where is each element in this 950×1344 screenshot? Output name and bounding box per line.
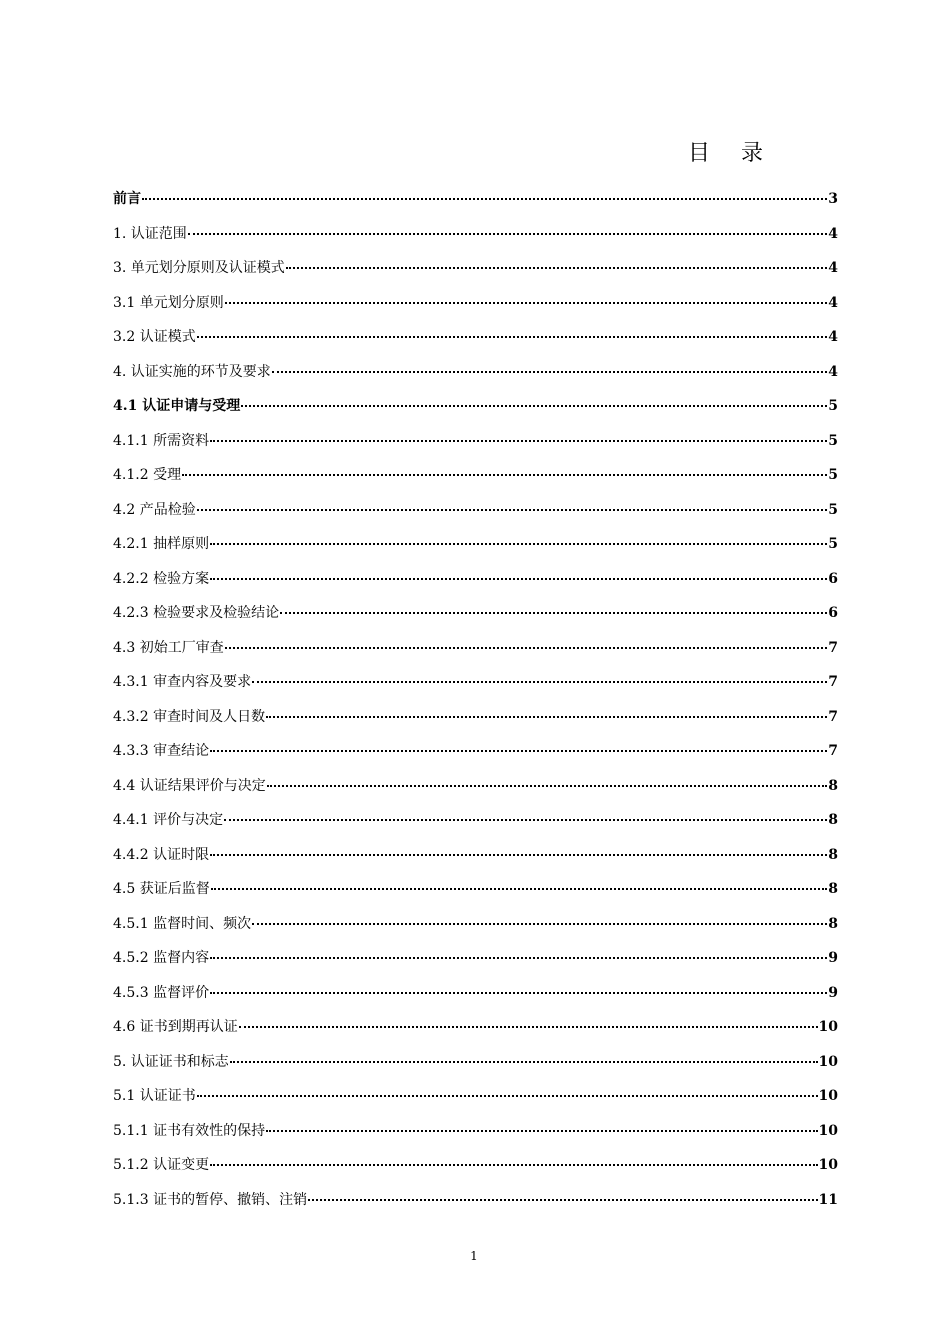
toc-entry-label: 5.1 认证证书 (113, 1088, 196, 1104)
dot-leader (210, 750, 827, 752)
table-of-contents (113, 188, 838, 1223)
toc-title: 目 录 (688, 141, 775, 166)
toc-entry-label: 4.3.3 审查结论 (113, 743, 210, 759)
toc-entry[interactable] (113, 568, 838, 603)
toc-entry[interactable] (113, 499, 838, 534)
toc-entry-page: 11 (818, 1191, 838, 1208)
toc-entry-label: 4.5.2 监督内容 (113, 950, 210, 966)
toc-entry-page: 8 (828, 777, 838, 794)
toc-entry-label: 3.2 认证模式 (113, 329, 196, 345)
toc-entry-label: 5.1.3 证书的暂停、撤销、注销 (113, 1191, 308, 1208)
toc-entry[interactable] (113, 844, 838, 879)
toc-entry-page: 10 (818, 1019, 838, 1035)
dot-leader (266, 1130, 817, 1132)
toc-entry-label: 3.1 单元划分原则 (113, 294, 224, 311)
page-number: 1 (470, 1249, 478, 1263)
toc-entry[interactable] (113, 1120, 838, 1155)
toc-entry-label: 4.3.1 审查内容及要求 (113, 674, 252, 690)
toc-entry-page: 10 (818, 1053, 838, 1070)
toc-entry[interactable] (113, 602, 838, 637)
toc-entry[interactable] (113, 1016, 838, 1051)
dot-leader (286, 267, 827, 269)
toc-entry-label: 4.5.1 监督时间、频次 (113, 915, 252, 932)
toc-entry-page: 8 (828, 812, 838, 828)
toc-entry-page: 6 (828, 605, 838, 621)
toc-entry-page: 4 (828, 294, 838, 311)
toc-entry-label: 4.1.1 所需资料 (113, 432, 210, 449)
dot-leader (210, 578, 827, 580)
dot-leader (230, 1061, 818, 1063)
toc-entry-label: 4.1 认证申请与受理 (113, 398, 241, 414)
dot-leader (210, 957, 827, 959)
toc-entry-page: 7 (828, 743, 838, 759)
dot-leader (197, 509, 828, 511)
toc-entry-label: 前言 (113, 191, 141, 207)
toc-entry[interactable] (113, 257, 838, 292)
dot-leader (241, 405, 827, 407)
toc-entry[interactable] (113, 706, 838, 741)
toc-entry[interactable] (113, 775, 838, 810)
dot-leader (308, 1199, 817, 1201)
dot-leader (182, 474, 827, 476)
toc-entry[interactable] (113, 1189, 838, 1224)
toc-entry-page: 3 (828, 191, 838, 207)
dot-leader (266, 716, 827, 718)
dot-leader (272, 371, 827, 373)
dot-leader (239, 1026, 818, 1028)
toc-entry[interactable] (113, 395, 838, 430)
toc-entry-label: 1. 认证范围 (113, 225, 187, 242)
toc-entry-label: 4.3.2 审查时间及人日数 (113, 708, 266, 725)
dot-leader (197, 1095, 818, 1097)
toc-entry-page: 4 (828, 225, 838, 242)
toc-entry-page: 5 (828, 536, 838, 552)
toc-entry-page: 5 (828, 398, 838, 414)
dot-leader (210, 440, 827, 442)
toc-entry-page: 7 (828, 674, 838, 690)
toc-entry-label: 4.2 产品检验 (113, 501, 196, 518)
toc-entry-page: 10 (818, 1088, 838, 1104)
toc-entry-page: 10 (818, 1122, 838, 1139)
dot-leader (267, 785, 828, 787)
toc-entry[interactable] (113, 361, 838, 396)
toc-entry-label: 4.4.2 认证时限 (113, 846, 210, 863)
toc-entry-page: 8 (828, 881, 838, 897)
toc-entry-page: 8 (828, 846, 838, 863)
toc-entry-label: 5. 认证证书和标志 (113, 1053, 229, 1070)
toc-entry-page: 5 (828, 432, 838, 449)
toc-entry[interactable] (113, 430, 838, 465)
toc-entry[interactable] (113, 188, 838, 223)
toc-entry-label: 5.1.2 认证变更 (113, 1157, 210, 1173)
toc-entry[interactable] (113, 740, 838, 775)
toc-entry-label: 4.6 证书到期再认证 (113, 1019, 238, 1035)
toc-entry[interactable] (113, 464, 838, 499)
toc-entry[interactable] (113, 533, 838, 568)
toc-entry-label: 4.5.3 监督评价 (113, 984, 210, 1001)
toc-entry[interactable] (113, 1085, 838, 1120)
toc-entry[interactable] (113, 878, 838, 913)
toc-entry[interactable] (113, 326, 838, 361)
dot-leader (188, 233, 827, 235)
toc-entry[interactable] (113, 671, 838, 706)
toc-entry-label: 4.4.1 评价与决定 (113, 812, 224, 828)
toc-entry-label: 4.2.3 检验要求及检验结论 (113, 605, 280, 621)
dot-leader (224, 819, 827, 821)
toc-entry-label: 4.4 认证结果评价与决定 (113, 777, 266, 794)
toc-entry-label: 4. 认证实施的环节及要求 (113, 363, 271, 380)
dot-leader (210, 1164, 817, 1166)
toc-entry[interactable] (113, 223, 838, 258)
toc-entry-page: 7 (828, 639, 838, 656)
toc-entry-page: 5 (828, 501, 838, 518)
dot-leader (210, 854, 827, 856)
dot-leader (210, 543, 827, 545)
toc-entry[interactable] (113, 982, 838, 1017)
toc-entry[interactable] (113, 292, 838, 327)
toc-entry-label: 4.2.2 检验方案 (113, 570, 210, 587)
toc-entry-label: 4.5 获证后监督 (113, 881, 210, 897)
toc-entry[interactable] (113, 809, 838, 844)
toc-entry-page: 6 (828, 570, 838, 587)
toc-entry[interactable] (113, 947, 838, 982)
toc-entry-page: 9 (828, 984, 838, 1001)
toc-entry-label: 4.3 初始工厂审查 (113, 639, 224, 656)
toc-entry-page: 7 (828, 708, 838, 725)
dot-leader (252, 681, 827, 683)
dot-leader (252, 923, 827, 925)
toc-entry[interactable] (113, 913, 838, 948)
toc-entry-page: 9 (828, 950, 838, 966)
toc-entry-page: 4 (828, 260, 838, 276)
toc-entry-label: 4.1.2 受理 (113, 467, 182, 483)
dot-leader (280, 612, 827, 614)
toc-entry-page: 4 (828, 363, 838, 380)
toc-entry-label: 4.2.1 抽样原则 (113, 536, 210, 552)
toc-entry-page: 8 (828, 915, 838, 932)
toc-entry-page: 5 (828, 467, 838, 483)
toc-entry[interactable] (113, 1051, 838, 1086)
dot-leader (225, 302, 828, 304)
dot-leader (210, 992, 827, 994)
toc-entry[interactable] (113, 637, 838, 672)
toc-entry[interactable] (113, 1154, 838, 1189)
toc-entry-label: 5.1.1 证书有效性的保持 (113, 1122, 266, 1139)
dot-leader (197, 336, 828, 338)
toc-entry-page: 4 (828, 329, 838, 345)
dot-leader (211, 888, 828, 890)
dot-leader (225, 647, 828, 649)
toc-entry-page: 10 (818, 1157, 838, 1173)
toc-entry-label: 3. 单元划分原则及认证模式 (113, 260, 285, 276)
dot-leader (142, 198, 827, 200)
